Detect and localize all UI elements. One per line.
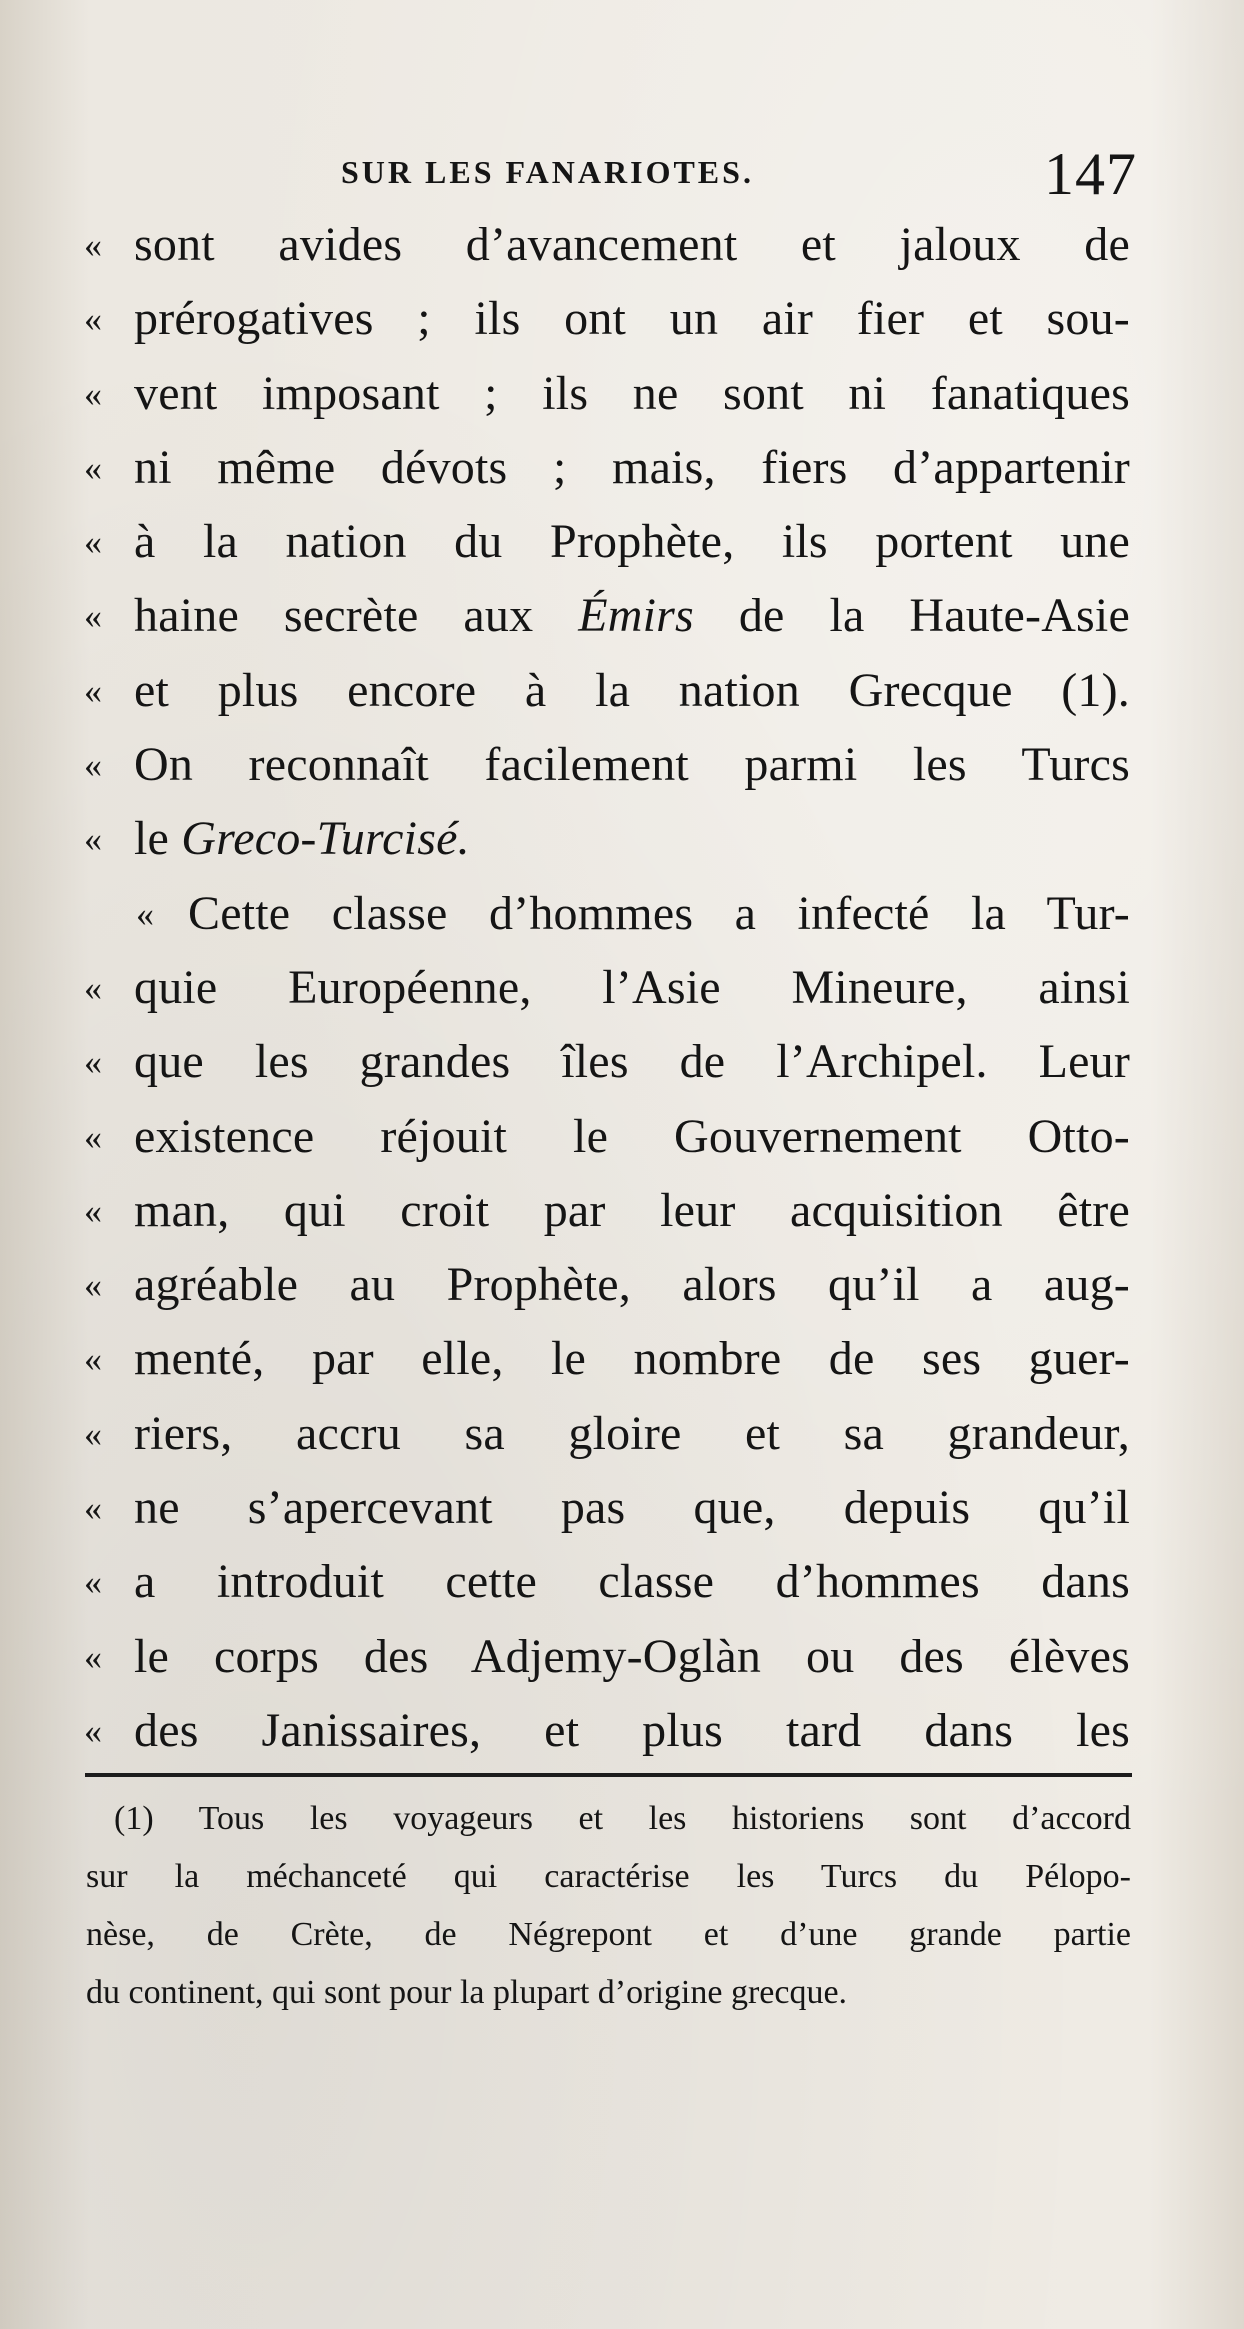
running-title: SUR LES FANARIOTES.	[341, 154, 754, 190]
line-text	[134, 1248, 1130, 1322]
text-segment: ni même dévots ; mais, fiers d’appartenir	[134, 440, 1130, 494]
text-segment: a introduit cette classe d’hommes dans	[134, 1555, 1130, 1609]
line-text	[134, 1100, 1130, 1174]
text-line	[84, 282, 1130, 356]
text-segment: ne s’apercevant pas que, depuis qu’il	[134, 1481, 1130, 1535]
line-text	[134, 1322, 1130, 1396]
text-segment: et plus encore à la nation Grecque (1).	[134, 663, 1130, 717]
footnote-divider	[85, 1773, 1132, 1777]
text-line	[84, 1545, 1130, 1619]
line-text	[134, 357, 1130, 431]
line-text	[134, 282, 1130, 356]
quote-mark: «	[84, 225, 102, 265]
text-segment: sont avides d’avancement et jaloux de	[134, 218, 1130, 271]
text-segment: haine secrète aux	[134, 589, 579, 643]
text-segment: que les grandes îles de l’Archipel. Leur	[134, 1035, 1130, 1089]
quote-mark: «	[84, 1116, 102, 1157]
line-text	[134, 1397, 1130, 1471]
text-line	[84, 1174, 1130, 1248]
quote-mark: «	[84, 745, 102, 786]
text-line	[84, 505, 1130, 579]
text-line	[84, 1620, 1130, 1694]
text-line	[84, 357, 1130, 431]
text-segment: Cette classe d’hommes a infecté la Tur-	[188, 886, 1130, 940]
main-text	[84, 208, 1130, 1768]
text-segment: des Janissaires, et plus tard dans les	[134, 1703, 1130, 1757]
text-segment: existence réjouit le Gouvernement Otto-	[134, 1109, 1130, 1163]
quote-mark: «	[84, 522, 102, 563]
quote-mark: «	[84, 967, 102, 1008]
quote-mark: «	[84, 1562, 102, 1603]
line-text	[134, 654, 1130, 728]
line-text	[134, 1620, 1130, 1694]
footnote-text: (1) Tous les voyageurs et les historiens sont d’accord	[114, 1800, 1131, 1837]
quote-mark: «	[84, 1710, 102, 1751]
line-text	[134, 208, 1130, 282]
text-line	[84, 1248, 1130, 1322]
line-text	[134, 1174, 1130, 1248]
quote-mark: «	[84, 1636, 102, 1677]
running-head	[0, 140, 1244, 210]
footnote-text: du continent, qui sont pour la plupart d’origine grecque.	[86, 1974, 848, 2011]
line-text	[188, 877, 1130, 951]
text-segment: On reconnaît facilement parmi les Turcs	[134, 738, 1130, 792]
text-line	[84, 654, 1130, 728]
text-line	[84, 431, 1130, 505]
italic-phrase: Émirs	[578, 589, 694, 643]
line-text	[134, 802, 1130, 876]
quote-mark: «	[84, 373, 102, 414]
quote-mark: «	[84, 1190, 102, 1231]
quote-mark: «	[84, 447, 102, 488]
text-line	[84, 579, 1130, 653]
text-line	[84, 1471, 1130, 1545]
quote-mark: «	[84, 596, 102, 637]
footnote-line	[86, 1964, 1131, 2022]
line-text	[134, 1545, 1130, 1619]
text-line	[84, 208, 1130, 282]
quote-mark: «	[84, 819, 102, 860]
line-text	[134, 1471, 1130, 1545]
footnote-line	[86, 1848, 1131, 1906]
text-line	[84, 1397, 1130, 1471]
quote-mark: «	[84, 299, 102, 340]
quote-mark: «	[84, 1488, 102, 1529]
text-line	[84, 728, 1130, 802]
footnote-line	[86, 1790, 1131, 1848]
line-text	[134, 1694, 1130, 1768]
footnote-text: nèse, de Crète, de Négrepont et d’une grande partie	[86, 1916, 1131, 1953]
quote-mark: «	[84, 1339, 102, 1380]
text-segment: le corps des Adjemy-Oglàn ou des élèves	[134, 1629, 1130, 1683]
footnote-text: sur la méchanceté qui caractérise les Turcs du Pélopo-	[86, 1858, 1131, 1895]
text-segment: le	[134, 812, 182, 866]
text-segment: vent imposant ; ils ne sont ni fanatiques	[134, 366, 1130, 420]
text-segment: man, qui croit par leur acquisition être	[134, 1183, 1130, 1237]
text-segment: de la Haute-Asie	[693, 589, 1130, 643]
text-line	[84, 802, 1130, 876]
quote-mark: «	[84, 1413, 102, 1454]
quote-mark: «	[84, 670, 102, 711]
line-text	[134, 951, 1130, 1025]
line-text	[134, 1025, 1130, 1099]
line-text	[134, 431, 1130, 505]
line-text	[134, 505, 1130, 579]
text-segment: agréable au Prophète, alors qu’il a aug-	[134, 1258, 1130, 1312]
line-text	[134, 579, 1130, 653]
text-line	[84, 1322, 1130, 1396]
quote-mark: «	[136, 893, 154, 934]
text-line	[84, 1694, 1130, 1768]
text-segment: prérogatives ; ils ont un air fier et sou-	[134, 292, 1130, 346]
text-segment: quie Européenne, l’Asie Mineure, ainsi	[134, 960, 1130, 1014]
footnotes	[86, 1790, 1131, 2022]
quote-mark: «	[84, 1042, 102, 1083]
footnote-line	[86, 1906, 1131, 1964]
text-line	[84, 1025, 1130, 1099]
line-text	[134, 728, 1130, 802]
page-number: 147	[1044, 141, 1137, 207]
text-segment: menté, par elle, le nombre de ses guer-	[134, 1332, 1130, 1386]
quote-mark: «	[84, 1265, 102, 1306]
text-segment: à la nation du Prophète, ils portent une	[134, 515, 1130, 569]
text-line	[84, 1100, 1130, 1174]
text-line	[84, 951, 1130, 1025]
text-segment: riers, accru sa gloire et sa grandeur,	[134, 1406, 1130, 1460]
text-line	[84, 877, 1130, 951]
italic-phrase: Greco-Turcisé.	[181, 812, 470, 866]
